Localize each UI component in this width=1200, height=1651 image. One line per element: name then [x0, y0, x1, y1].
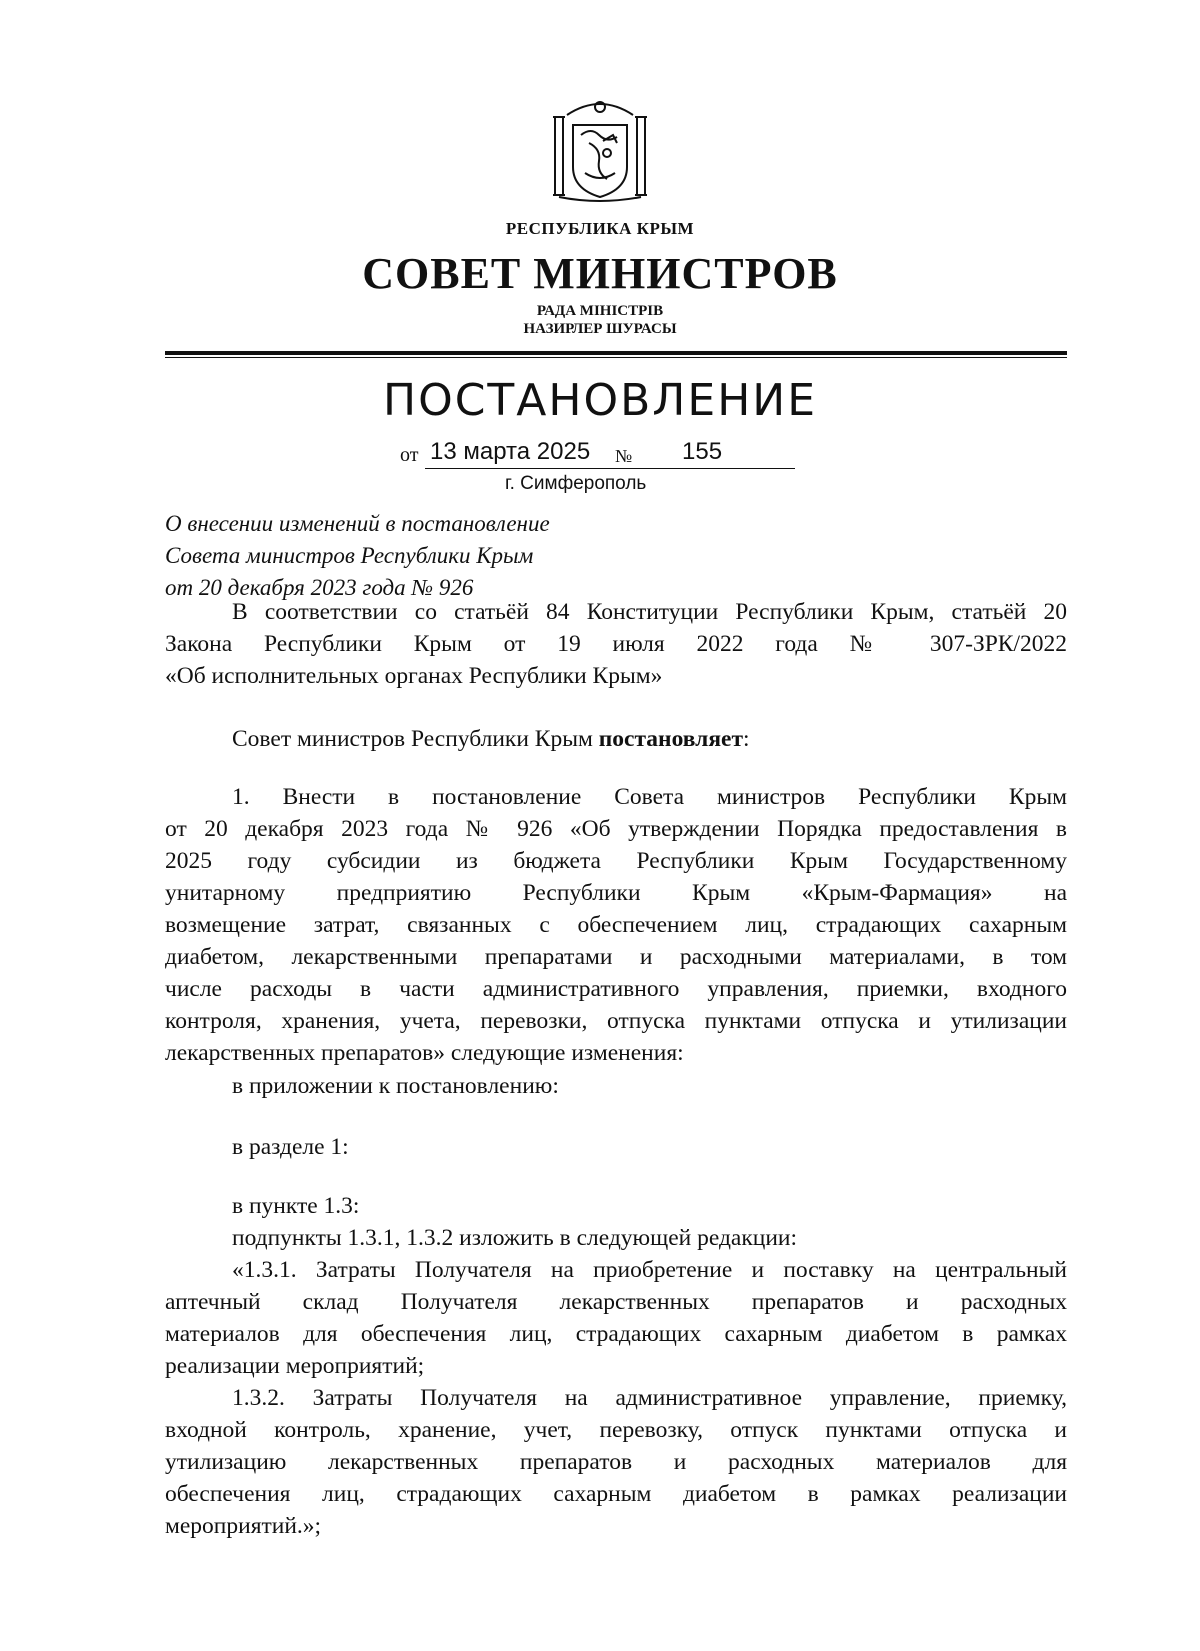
paragraph-line: числе расходы в части административного управления, приемки, входного: [165, 976, 1067, 1002]
document-city: г. Симферополь: [505, 473, 647, 494]
date-prefix: от: [400, 444, 419, 466]
paragraph-line: от 20 декабря 2023 года № 926 «Об утверждении Порядка предоставления в: [165, 816, 1067, 842]
paragraph-line: Закона Республики Крым от 19 июля 2022 года № 307-ЗРК/2022: [165, 631, 1067, 657]
header-divider-thin: [165, 357, 1067, 358]
paragraph-line: «Об исполнительных органах Республики Крым»: [165, 663, 663, 689]
point-paragraph: [165, 1190, 1067, 1254]
paragraph-line: диабетом, лекарственными препаратами и расходными материалами, в том: [165, 944, 1067, 970]
document-date: 13 марта 2025: [430, 438, 591, 465]
republic-name: РЕСПУБЛИКА КРЫМ: [505, 219, 695, 238]
paragraph-line: мероприятий.»;: [165, 1513, 322, 1539]
paragraph-line: в приложении к постановлению:: [232, 1073, 559, 1099]
number-sign: №: [615, 446, 633, 466]
paragraph-line: в пункте 1.3:: [232, 1193, 360, 1219]
council-name: СОВЕТ МИНИСТРОВ: [362, 249, 838, 298]
subject-line: О внесении изменений в постановление: [165, 511, 550, 536]
subject-line: Совета министров Республики Крым: [165, 543, 534, 568]
paragraph-line: [165, 723, 1067, 755]
council-name-crimean-tatar: НАЗИРЛЕР ШУРАСЫ: [523, 321, 677, 337]
resolves-paragraph: [165, 723, 1067, 755]
paragraph-line: аптечный склад Получателя лекарственных препаратов и расходных: [165, 1289, 1067, 1315]
subject-line: от 20 декабря 2023 года № 926: [165, 575, 474, 600]
paragraph-line: 1.3.2. Затраты Получателя на административное управление, приемку,: [232, 1385, 1067, 1411]
date-underline: [425, 468, 795, 469]
document-subject: [165, 508, 550, 604]
resolves-keyword: постановляет: [598, 726, 744, 752]
coat-of-arms-emblem: [545, 95, 655, 205]
document-type-title: ПОСТАНОВЛЕНИЕ: [382, 375, 817, 426]
subpoint-1-3-2: [165, 1382, 1067, 1542]
resolves-suffix: :: [743, 726, 750, 752]
item-1-paragraph: [165, 781, 1067, 1069]
paragraph-line: унитарному предприятию Республики Крым «Крым-Фармация» на: [165, 880, 1067, 906]
paragraph-line: обеспечения лиц, страдающих сахарным диабетом в рамках реализации: [165, 1481, 1067, 1507]
header-divider-thick: [165, 351, 1067, 355]
resolves-prefix: Совет министров Республики Крым: [232, 726, 599, 752]
paragraph-line: материалов для обеспечения лиц, страдающих сахарным диабетом в рамках: [165, 1321, 1067, 1347]
subpoint-1-3-1: [165, 1254, 1067, 1382]
date-number-line: [400, 438, 800, 472]
paragraph-line: 2025 году субсидии из бюджета Республики Крым Государственному: [165, 848, 1067, 874]
section-paragraph: [165, 1131, 1067, 1163]
paragraph-line: подпункты 1.3.1, 1.3.2 изложить в следующей редакции:: [232, 1225, 798, 1251]
paragraph-line: В соответствии со статьёй 84 Конституции Республики Крым, статьёй 20: [232, 599, 1067, 625]
paragraph-line: «1.3.1. Затраты Получателя на приобретение и поставку на центральный: [232, 1257, 1067, 1283]
paragraph-line: утилизацию лекарственных препаратов и расходных материалов для: [165, 1449, 1067, 1475]
paragraph-line: лекарственных препаратов» следующие изменения:: [165, 1040, 684, 1066]
appendix-paragraph: [165, 1070, 1067, 1102]
paragraph-line: 1. Внести в постановление Совета министров Республики Крым: [232, 784, 1067, 810]
paragraph-line: в разделе 1:: [232, 1134, 349, 1160]
paragraph-line: реализации мероприятий;: [165, 1353, 425, 1379]
preamble-paragraph: [165, 596, 1067, 692]
council-name-ukrainian: РАДА МІНІСТРІВ: [536, 303, 664, 319]
paragraph-line: контроля, хранения, учета, перевозки, отпуска пунктами отпуска и утилизации: [165, 1008, 1067, 1034]
paragraph-line: входной контроль, хранение, учет, перевозку, отпуск пунктами отпуска и: [165, 1417, 1067, 1443]
paragraph-line: возмещение затрат, связанных с обеспечением лиц, страдающих сахарным: [165, 912, 1067, 938]
document-number: 155: [682, 438, 723, 465]
